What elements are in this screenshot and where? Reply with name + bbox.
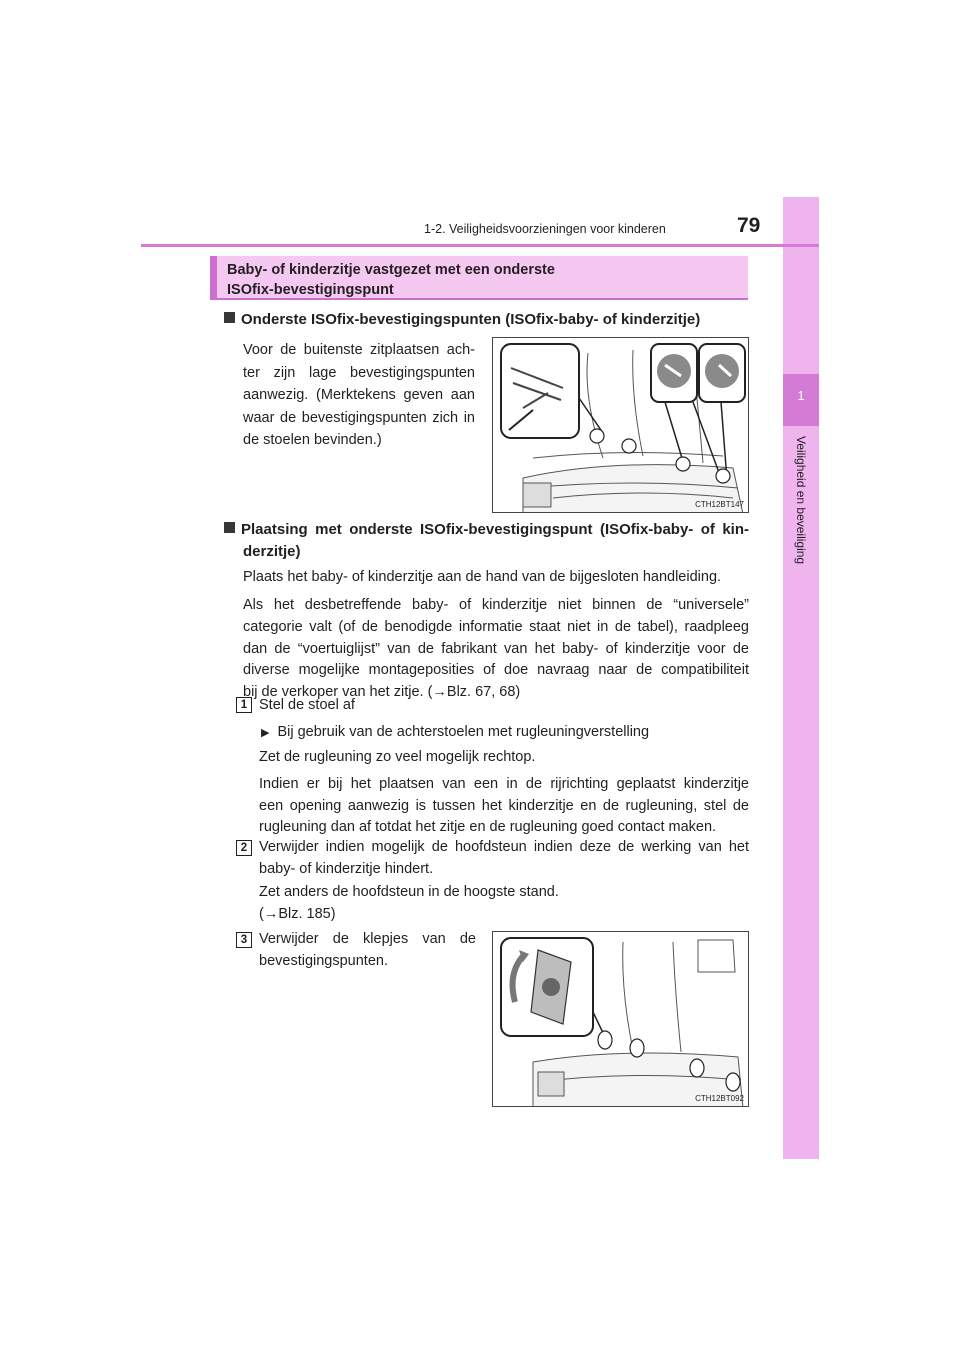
step2-text xyxy=(259,837,749,880)
step3-line: Verwijder de klepjes van de xyxy=(259,931,476,947)
block1-line: de stoelen bevinden.) xyxy=(243,432,382,449)
block2-para2-line: categorie valt (of de benodigde informatie staat niet in de tabel), raadpleeg xyxy=(243,618,749,635)
block1-line: waar de bevestigingspunten zich in xyxy=(243,409,475,426)
square-bullet-icon xyxy=(224,312,235,323)
block2-para1: Plaats het baby- of kinderzitje aan de hand van de bijgesloten handleiding. xyxy=(243,569,722,585)
step1-sub-bullet-text: Bij gebruik van de achterstoelen met rugleuningverstelling xyxy=(277,724,650,740)
block2-para2-line: diverse mogelijke montageposities of doe navraag naar de compatibiliteit xyxy=(243,662,749,679)
anchor-cover-figure xyxy=(492,931,749,1107)
step1-text: Stel de stoel af xyxy=(259,697,355,713)
header-rule xyxy=(141,244,819,247)
block1-text xyxy=(243,339,475,452)
step1-para2-line: een opening aanwezig is tussen het kinderzitje en de rugleuning, stel de xyxy=(259,797,749,814)
square-bullet-icon xyxy=(224,522,235,533)
block1-heading xyxy=(224,309,700,331)
block1-line: aanwezig. (Merktekens geven aan xyxy=(243,387,475,404)
page-number: 79 xyxy=(737,214,761,237)
step-number-box: 3 xyxy=(236,932,252,948)
step1-para2-line: rugleuning dan af totdat het zitje en de rugleuning goed contact maken. xyxy=(259,819,717,835)
step1-para2 xyxy=(259,774,749,839)
header-title: 1-2. Veiligheidsvoorzieningen voor kinderen xyxy=(424,222,666,236)
chapter-side-tab xyxy=(783,197,819,1159)
block1-line: ter zijn lage bevestigingspunten xyxy=(243,364,475,381)
block1-line: Voor de buitenste zitplaatsen ach- xyxy=(243,342,475,358)
step2-para1 xyxy=(259,882,559,925)
section-title-line1: Baby- of kinderzitje vastgezet met een onderste xyxy=(227,262,555,278)
rear-seat-illustration xyxy=(493,338,749,513)
block2-para2-line: Als het desbetreffende baby- of kinderzitje niet binnen de “universele” xyxy=(243,597,749,613)
step3-text xyxy=(259,929,476,972)
section-title-line2: ISOfix-bevestigingspunt xyxy=(227,282,394,298)
isofix-anchor-figure xyxy=(492,337,749,513)
step1-para1: Zet de rugleuning zo veel mogelijk rechtop. xyxy=(259,749,536,765)
step2-para1-line: Zet anders de hoofdsteun in de hoogste stand. xyxy=(259,884,559,900)
figure-code: CTH12BT147 xyxy=(695,500,744,509)
step2-line: Verwijder indien mogelijk de hoofdsteun indien deze de werking van het xyxy=(259,839,749,855)
step2-line: baby- of kinderzitje hindert. xyxy=(259,860,434,877)
block1-heading-text: Onderste ISOfix-bevestigingspunten (ISOfix-baby- of kinderzitje) xyxy=(241,311,701,328)
step1-sub-bullet xyxy=(261,721,649,744)
step3-line: bevestigingspunten. xyxy=(259,952,388,969)
block2-heading xyxy=(224,519,749,563)
step1-para2-line: Indien er bij het plaatsen van een in de rijrichting geplaatst kinderzitje xyxy=(259,776,749,792)
step-number-box: 2 xyxy=(236,840,252,856)
block2-heading-line2: derzitje) xyxy=(243,543,301,560)
block2-para2-line: bij de verkoper van het zitje. (→Blz. 67, 68) xyxy=(243,684,521,701)
block2-para2 xyxy=(243,595,749,704)
chapter-label: Veiligheid en beveiliging xyxy=(794,436,808,565)
chapter-number: 1 xyxy=(797,388,805,403)
figure-code: CTH12BT092 xyxy=(695,1094,744,1103)
step2-para1-line: (→Blz. 185) xyxy=(259,905,336,922)
block2-para2-line: dan de “voertuiglijst” van de fabrikant van het baby- of kinderzitje voor de xyxy=(243,640,749,657)
triangle-bullet-icon: ▶ xyxy=(261,727,270,739)
rear-seat-cover-illustration xyxy=(493,932,749,1107)
section-title-box xyxy=(210,256,748,300)
block2-heading-line1: Plaatsing met onderste ISOfix-bevestigingspunt (ISOfix-baby- of kin- xyxy=(241,521,749,538)
step-number-box: 1 xyxy=(236,697,252,713)
